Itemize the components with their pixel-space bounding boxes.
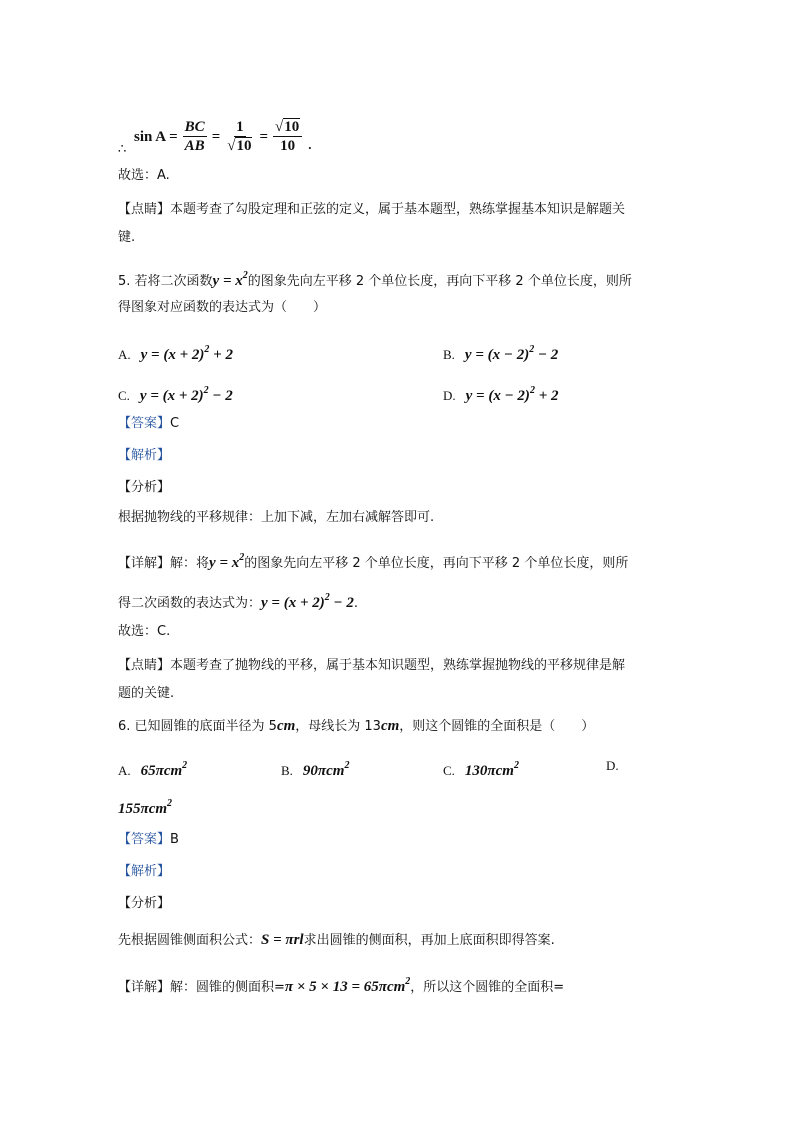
value-base: 90πcm — [302, 763, 345, 779]
q5-fenxi-text: 根据抛物线的平移规律：上加下减，左加右减解答即可. — [118, 510, 435, 525]
q5-comment-line-1 — [118, 656, 625, 676]
fn-exponent: 2 — [242, 270, 248, 281]
q6-stem-text: ，母线长为 13 — [295, 719, 381, 734]
q5-option-c[interactable] — [118, 381, 233, 407]
q6-option-a[interactable] — [118, 756, 187, 782]
option-value — [118, 798, 173, 817]
formula-base: y = (x + 2) — [261, 595, 325, 611]
formula-exponent: 2 — [529, 385, 535, 396]
option-label: A. — [118, 763, 131, 778]
option-value — [464, 760, 519, 779]
q6-stem-text: ，则这个圆锥的全面积是（ ） — [399, 719, 595, 734]
option-label: B. — [281, 763, 293, 778]
option-formula — [140, 344, 233, 363]
value-base: 155πcm — [118, 801, 168, 817]
detail-text: ，所以这个圆锥的全面积= — [410, 980, 565, 995]
fraction-numerator: BC — [184, 119, 205, 135]
q6-option-c[interactable] — [443, 756, 519, 782]
q5-stem-text: 5. 若将二次函数 — [118, 274, 213, 289]
value-exponent: 2 — [344, 760, 350, 771]
answer-tag: 【答案】 — [118, 416, 171, 431]
answer-value: B — [170, 832, 179, 847]
q6-stem — [118, 716, 594, 737]
fraction-bc-ab — [183, 118, 207, 155]
q6-stem-text: 6. 已知圆锥的底面半径为 5 — [118, 719, 277, 734]
q6-option-d-label[interactable] — [606, 756, 629, 777]
q5-detail-line-2 — [118, 588, 358, 614]
comment-text: 本题考查了勾股定理和正弦的定义，属于基本题型，熟练掌握基本知识是解题关 — [170, 202, 626, 217]
period: . — [308, 137, 312, 152]
value-exponent: 2 — [513, 760, 519, 771]
q6-answer — [118, 830, 179, 850]
fraction-sqrt10-10 — [273, 118, 302, 155]
value-exponent: 2 — [182, 760, 188, 771]
q5-option-d[interactable] — [443, 381, 559, 407]
detail-function — [209, 552, 245, 571]
period: . — [353, 596, 358, 611]
formula-tail: + 2 — [534, 388, 559, 404]
fraction-1-sqrt10 — [225, 118, 254, 155]
q5-stem-line-2: 得图象对应函数的表达式为（ ） — [118, 300, 327, 315]
option-formula — [139, 385, 233, 404]
fraction-numerator: √10 — [273, 118, 302, 137]
comment-tag: 【点睛】 — [118, 202, 171, 217]
detail-text: 解：将 — [170, 556, 210, 571]
fn-base: y = x — [212, 273, 243, 289]
formula-base: y = (x − 2) — [464, 347, 530, 363]
therefore-symbol: ∴ — [118, 142, 127, 157]
fraction-numerator: 1 — [236, 119, 244, 135]
radicand: 10 — [236, 138, 252, 154]
q6-option-b[interactable] — [281, 756, 349, 782]
detail-formula — [284, 976, 411, 995]
formula-base: π × 5 × 13 = 65πcm — [284, 979, 406, 995]
q4-comment-line-1 — [118, 200, 625, 220]
q5-answer — [118, 414, 179, 434]
formula-exponent: 2 — [204, 344, 210, 355]
q6-fenxi-tag: 【分析】 — [118, 896, 171, 911]
formula-tail: + 2 — [209, 347, 233, 363]
q5-function — [212, 270, 248, 289]
option-value — [302, 760, 350, 779]
comment-tag: 【点睛】 — [118, 658, 171, 673]
q5-choose: 故选：C. — [118, 624, 171, 639]
detail-text: 得二次函数的表达式为： — [118, 596, 262, 611]
answer-value: C — [170, 416, 180, 431]
q5-option-b[interactable] — [443, 340, 558, 366]
formula-base: y = (x − 2) — [465, 388, 530, 404]
value-base: 65πcm — [140, 763, 183, 779]
option-label: D. — [443, 388, 456, 403]
eq-sign: = — [211, 128, 221, 145]
detail-text: 解：圆锥的侧面积= — [170, 980, 285, 995]
fraction-denominator: AB — [184, 138, 205, 154]
formula-exponent: 2 — [405, 976, 411, 987]
fenxi-text: 先根据圆锥侧面积公式： — [118, 933, 262, 948]
formula-exponent: 2 — [529, 344, 535, 355]
q5-detail-line-1 — [118, 548, 628, 574]
eq-sign: = — [259, 128, 269, 145]
q5-stem-line-1 — [118, 266, 632, 292]
fn-base: y = x — [209, 555, 240, 571]
q6-fenxi-text — [118, 930, 555, 951]
fraction-denominator: √10 — [227, 138, 252, 154]
q4-choose: 故选：A. — [118, 168, 170, 183]
fn-exponent: 2 — [239, 552, 245, 563]
comment-text: 本题考查了抛物线的平移，属于基本知识题型，熟练掌握抛物线的平移规律是解 — [170, 658, 626, 673]
option-formula — [464, 344, 559, 363]
q4-comment-line-2: 键. — [118, 230, 136, 245]
q6-option-d-value[interactable] — [118, 794, 172, 820]
q5-jiexi-tag: 【解析】 — [118, 448, 171, 463]
detail-formula — [261, 592, 354, 611]
formula-exponent: 2 — [324, 592, 330, 603]
value-base: 130πcm — [464, 763, 514, 779]
unit-cm: cm — [276, 718, 296, 734]
sin-lhs: sin A — [134, 128, 167, 145]
area-formula: S = πrl — [261, 932, 304, 948]
q5-option-a[interactable] — [118, 340, 233, 366]
q5-comment-line-2: 题的关键. — [118, 686, 175, 701]
option-label: B. — [443, 347, 455, 362]
fraction-denominator: 10 — [280, 138, 296, 154]
formula-base: y = (x + 2) — [140, 347, 205, 363]
q5-stem-text: 的图象先向左平移 2 个单位长度，再向下平移 2 个单位长度，则所 — [247, 274, 632, 289]
formula-tail: − 2 — [329, 595, 354, 611]
value-exponent: 2 — [167, 798, 173, 809]
answer-tag: 【答案】 — [118, 832, 171, 847]
sin-formula — [134, 118, 312, 155]
formula-base: y = (x + 2) — [139, 388, 204, 404]
detail-text: 的图象先向左平移 2 个单位长度，再向下平移 2 个单位长度，则所 — [244, 556, 629, 571]
unit-cm: cm — [380, 718, 400, 734]
formula-exponent: 2 — [203, 385, 209, 396]
formula-tail: − 2 — [534, 347, 559, 363]
option-label: D. — [606, 758, 619, 773]
fenxi-text: 求出圆锥的侧面积，再加上底面积即得答案. — [303, 933, 555, 948]
eq-sign: = — [169, 128, 178, 145]
detail-tag: 【详解】 — [118, 980, 171, 995]
option-label: A. — [118, 347, 131, 362]
option-label: C. — [443, 763, 455, 778]
q6-jiexi-tag: 【解析】 — [118, 864, 171, 879]
formula-tail: − 2 — [208, 388, 233, 404]
option-label: C. — [118, 388, 130, 403]
option-value — [140, 760, 188, 779]
q6-detail — [118, 972, 564, 998]
radicand: 10 — [284, 119, 300, 135]
detail-tag: 【详解】 — [118, 556, 171, 571]
q5-fenxi-tag: 【分析】 — [118, 480, 171, 495]
option-formula — [465, 385, 559, 404]
